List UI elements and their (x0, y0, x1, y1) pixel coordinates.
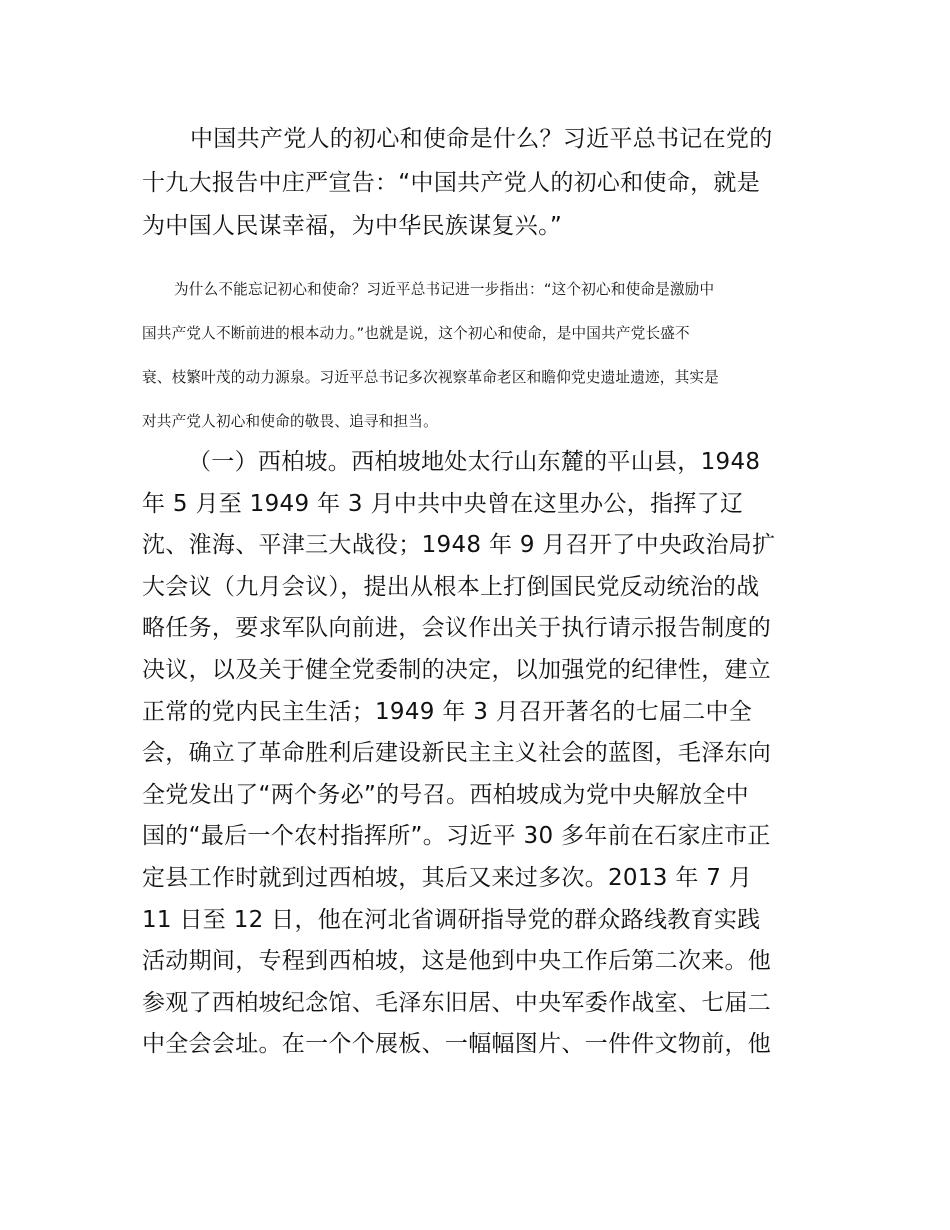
text-line: 中国共产党人的初心和使命是什么？习近平总书记在党的 (190, 126, 773, 152)
text-line: 十九大报告中庄严宣告：“中国共产党人的初心和使命，就是 (142, 169, 761, 196)
text-line: 活动期间，专程到西柏坡，这是他到中央工作后第二次来。他 (142, 948, 772, 975)
paragraph-xibaipo (142, 442, 812, 1066)
text-line: 为什么不能忘记初心和使命？习近平总书记进一步指出：“这个初心和使命是激励中 (174, 281, 715, 298)
text-line: 衰、枝繁叶茂的动力源泉。习近平总书记多次视察革命老区和瞻仰党史遗址遗迹，其实是 (142, 369, 719, 386)
text-line: 国共产党人不断前进的根本动力。”也就是说，这个初心和使命，是中国共产党长盛不 (142, 325, 690, 342)
text-line: 决议，以及关于健全党委制的决定，以加强党的纪律性，建立 (142, 656, 772, 683)
text-line: 参观了西柏坡纪念馆、毛泽东旧居、中央军委作战室、七届二 (142, 989, 772, 1016)
text-line: 大会议（九月会议），提出从根本上打倒国民党反动统治的战 (142, 573, 760, 600)
text-line: 11 日至 12 日，他在河北省调研指导党的群众路线教育实践 (142, 906, 761, 933)
text-line: 全党发出了“两个务必”的号召。西柏坡成为党中央解放全中 (142, 781, 749, 808)
text-line: 对共产党人初心和使命的敬畏、追寻和担当。 (142, 413, 438, 430)
text-line: 年 5 月至 1949 年 3 月中共中央曾在这里办公，指挥了辽 (142, 490, 744, 517)
text-line: 为中国人民谋幸福，为中华民族谋复兴。” (142, 213, 563, 239)
paragraph-mission-question (142, 118, 812, 249)
text-line: 会，确立了革命胜利后建设新民主主义社会的蓝图，毛泽东向 (142, 740, 772, 767)
text-line: 略任务，要求军队向前进，会议作出关于执行请示报告制度的 (142, 615, 772, 642)
text-line: 国的“最后一个农村指挥所”。习近平 30 多年前在石家庄市正 (142, 823, 771, 850)
text-line: 沈、淮海、平津三大战役；1948 年 9 月召开了中央政治局扩 (142, 532, 776, 559)
text-line: 正常的党内民主生活；1949 年 3 月召开著名的七届二中全 (142, 698, 753, 725)
paragraph-why-not-forget (142, 268, 812, 444)
text-line: 定县工作时就到过西柏坡，其后又来过多次。2013 年 7 月 (142, 864, 753, 891)
text-line: （一）西柏坡。西柏坡地处太行山东麓的平山县，1948 (188, 449, 761, 475)
text-line: 中全会会址。在一个个展板、一幅幅图片、一件件文物前，他 (142, 1031, 772, 1058)
